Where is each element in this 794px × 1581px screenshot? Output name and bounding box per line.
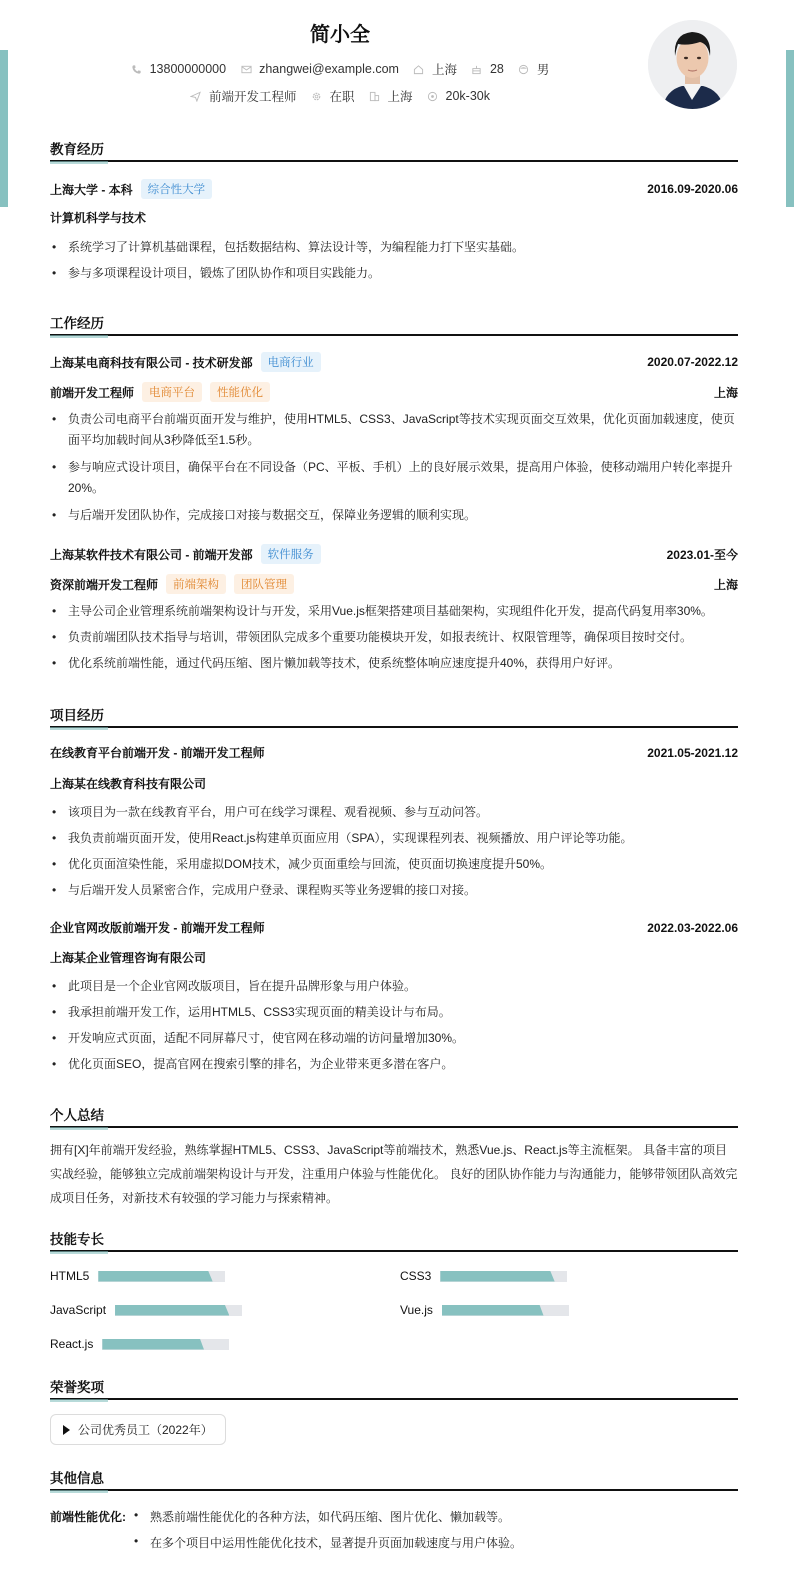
phone-info bbox=[131, 62, 226, 76]
candidate-name: 简小全 bbox=[310, 24, 370, 46]
skill-item-reactjs bbox=[50, 1337, 229, 1351]
job-title-text: 前端开发工程师 bbox=[208, 90, 297, 104]
work-entry-header bbox=[50, 544, 738, 564]
resume-header bbox=[0, 0, 794, 130]
project-bullet: • 我负责前端页面开发，使用React.js构建单页面应用（SPA），实现课程列表、视频播放、用户评论等功能。 bbox=[50, 828, 738, 849]
work-entry-header bbox=[50, 352, 738, 372]
skill-item-javascript bbox=[50, 1303, 242, 1317]
age-info bbox=[471, 62, 504, 76]
major: 计算机科学与技术 bbox=[50, 211, 147, 225]
section-divider bbox=[50, 1250, 738, 1252]
skill-progress-bar bbox=[102, 1339, 229, 1350]
work-bullet: • 主导公司企业管理系统前端架构设计与开发，采用Vue.js框架搭建项目基础架构，实现组件化开发，提高代码复用率30%。 bbox=[50, 601, 738, 622]
section-accent bbox=[50, 161, 108, 164]
gender-info bbox=[518, 60, 550, 78]
section-accent bbox=[50, 1399, 108, 1402]
email-info bbox=[240, 62, 399, 76]
education-bullet: • 参与多项课程设计项目，锻炼了团队协作和项目实践能力。 bbox=[50, 263, 738, 284]
work-date: 2023.01-至今 bbox=[666, 547, 738, 562]
target-city-info bbox=[369, 87, 413, 105]
job-title-info bbox=[190, 87, 297, 105]
section-divider bbox=[50, 1398, 738, 1400]
position-title: 资深前端开发工程师 bbox=[50, 577, 159, 592]
money-icon bbox=[427, 90, 439, 102]
skill-name: HTML5 bbox=[50, 1269, 90, 1283]
summary-section bbox=[50, 1104, 738, 1205]
skill-progress-bar bbox=[440, 1271, 567, 1282]
industry-tag: 软件服务 bbox=[261, 544, 321, 564]
section-divider bbox=[50, 726, 738, 728]
education-bullet: • 系统学习了计算机基础课程，包括数据结构、算法设计等，为编程能力打下坚实基础。 bbox=[50, 237, 738, 258]
project-company-row bbox=[50, 949, 738, 966]
avatar bbox=[648, 20, 737, 109]
skill-progress-bar bbox=[98, 1271, 225, 1282]
other-label: 前端性能优化: bbox=[50, 1510, 126, 1524]
salary-info bbox=[427, 89, 490, 103]
award-item[interactable] bbox=[50, 1414, 226, 1445]
section-divider bbox=[50, 1126, 738, 1128]
other-bullet: • 在多个项目中运用性能优化技术，显著提升页面加载速度与用户体验。 bbox=[132, 1534, 522, 1551]
skill-progress-bar bbox=[442, 1305, 569, 1316]
skill-item-vuejs bbox=[400, 1303, 569, 1317]
project-bullet: • 优化页面渲染性能，采用虚拟DOM技术，减少页面重绘与回流，使页面切换速度提升50%。 bbox=[50, 854, 738, 875]
target-city-text: 上海 bbox=[387, 90, 413, 104]
education-entry-header bbox=[50, 179, 738, 199]
section-accent bbox=[50, 1127, 108, 1130]
work-bullet: • 与后端开发团队协作，完成接口对接与数据交互，保障业务逻辑的顺利实现。 bbox=[50, 505, 738, 526]
skill-progress-bar bbox=[115, 1305, 242, 1316]
school-type-tag: 综合性大学 bbox=[141, 179, 213, 199]
skill-name: React.js bbox=[50, 1337, 94, 1351]
section-title: 荣誉奖项 bbox=[50, 1380, 104, 1395]
work-bullet: • 负责公司电商平台前端页面开发与维护，使用HTML5、CSS3、JavaScript等技术实现页面交互效果，优化页面加载速度，使页面平均加载时间从3秒降低至1.5秒。 bbox=[50, 409, 738, 451]
work-bullet: • 参与响应式设计项目，确保平台在不同设备（PC、平板、手机）上的良好展示效果，提高用户体验，使移动端用户转化率提升20%。 bbox=[50, 457, 738, 499]
work-city: 上海 bbox=[713, 577, 738, 592]
expand-triangle-icon bbox=[63, 1425, 70, 1435]
phone-icon bbox=[131, 63, 143, 75]
summary-text: 拥有[X]年前端开发经验，熟练掌握HTML5、CSS3、JavaScript等前端技术，熟悉Vue.js、React.js等主流框架。 具备丰富的项目实战经验，能够独立完成前端架构设计与开发，注重用户体验与性能优化。 良好的团队协作能力与沟通能力，能够带领团队高效完成项目任务，对新技术有较强的学习能力与探索精神。 bbox=[50, 1143, 738, 1205]
section-title: 教育经历 bbox=[50, 142, 104, 157]
home-icon bbox=[413, 63, 425, 75]
section-title: 项目经历 bbox=[50, 708, 104, 723]
skill-progress-fill bbox=[115, 1305, 229, 1316]
section-divider bbox=[50, 334, 738, 336]
company-name: 上海某电商科技有限公司 - 技术研发部 bbox=[50, 355, 253, 370]
project-company-row bbox=[50, 775, 738, 792]
email-text: zhangwei@example.com bbox=[259, 62, 399, 76]
project-bullet: • 开发响应式页面，适配不同屏幕尺寸，使官网在移动端的访问量增加30%。 bbox=[50, 1028, 738, 1049]
position-row bbox=[50, 382, 738, 402]
industry-tag: 电商行业 bbox=[261, 352, 321, 372]
skill-tag: 性能优化 bbox=[210, 382, 270, 402]
position-row bbox=[50, 574, 738, 594]
project-company: 上海某企业管理咨询有限公司 bbox=[50, 951, 207, 965]
project-entry-header bbox=[50, 919, 738, 936]
section-title: 其他信息 bbox=[50, 1471, 104, 1486]
section-divider bbox=[50, 160, 738, 162]
skill-name: JavaScript bbox=[50, 1303, 107, 1317]
other-bullet: • 熟悉前端性能优化的各种方法，如代码压缩、图片优化、懒加载等。 bbox=[132, 1508, 510, 1525]
age-text: 28 bbox=[489, 62, 504, 76]
project-bullet: • 该项目为一款在线教育平台，用户可在线学习课程、观看视频、参与互动问答。 bbox=[50, 802, 738, 823]
skill-item-html5 bbox=[50, 1269, 225, 1283]
contact-row-job bbox=[0, 87, 680, 105]
work-bullet: • 负责前端团队技术指导与培训，带领团队完成多个重要功能模块开发，如报表统计、权限管理等，确保项目按时交付。 bbox=[50, 627, 738, 648]
education-date: 2016.09-2020.06 bbox=[647, 182, 738, 196]
user-icon bbox=[518, 63, 530, 75]
status-text: 在职 bbox=[329, 90, 355, 104]
location-text: 上海 bbox=[431, 63, 457, 77]
skill-name: Vue.js bbox=[400, 1303, 433, 1317]
gender-text: 男 bbox=[536, 63, 550, 77]
contact-row-basic bbox=[0, 60, 680, 78]
status-info bbox=[311, 87, 355, 105]
skill-item-css3 bbox=[400, 1269, 567, 1283]
education-section bbox=[50, 138, 738, 280]
project-name: 企业官网改版前端开发 - 前端开发工程师 bbox=[50, 921, 265, 935]
project-bullet: • 与后端开发人员紧密合作，完成用户登录、课程购买等业务逻辑的接口对接。 bbox=[50, 880, 738, 901]
award-text: 公司优秀员工（2022年） bbox=[78, 1423, 213, 1437]
skill-tag: 前端架构 bbox=[166, 574, 226, 594]
project-company: 上海某在线教育科技有限公司 bbox=[50, 777, 207, 791]
gear-icon bbox=[311, 90, 323, 102]
section-title: 工作经历 bbox=[50, 316, 104, 331]
company-name: 上海某软件技术有限公司 - 前端开发部 bbox=[50, 547, 253, 562]
section-accent bbox=[50, 335, 108, 338]
skill-name: CSS3 bbox=[400, 1269, 432, 1283]
other-section bbox=[50, 1467, 738, 1550]
project-name: 在线教育平台前端开发 - 前端开发工程师 bbox=[50, 746, 265, 760]
skills-section bbox=[50, 1228, 738, 1351]
section-accent bbox=[50, 1251, 108, 1254]
location-info bbox=[413, 60, 457, 78]
work-section bbox=[50, 312, 738, 670]
project-entry-header bbox=[50, 744, 738, 761]
awards-section bbox=[50, 1376, 738, 1437]
salary-text: 20k-30k bbox=[445, 89, 491, 103]
skill-progress-fill bbox=[440, 1271, 554, 1282]
section-accent bbox=[50, 1490, 108, 1493]
cake-icon bbox=[471, 63, 483, 75]
school-name: 上海大学 - 本科 bbox=[50, 182, 133, 197]
project-bullet: • 我承担前端开发工作，运用HTML5、CSS3实现页面的精美设计与布局。 bbox=[50, 1002, 738, 1023]
skill-progress-fill bbox=[98, 1271, 212, 1282]
project-date: 2022.03-2022.06 bbox=[647, 920, 738, 935]
send-icon bbox=[190, 90, 202, 102]
work-date: 2020.07-2022.12 bbox=[647, 355, 738, 369]
skill-progress-fill bbox=[442, 1305, 544, 1316]
mail-icon bbox=[240, 63, 252, 75]
projects-section bbox=[50, 704, 738, 1071]
building-icon bbox=[369, 90, 381, 102]
project-bullet: • 优化页面SEO，提高官网在搜索引擎的排名，为企业带来更多潜在客户。 bbox=[50, 1054, 738, 1075]
section-title: 个人总结 bbox=[50, 1108, 104, 1123]
phone-text: 13800000000 bbox=[149, 62, 227, 76]
project-bullet: • 此项目是一个企业官网改版项目，旨在提升品牌形象与用户体验。 bbox=[50, 976, 738, 997]
work-bullet: • 优化系统前端性能，通过代码压缩、图片懒加载等技术，使系统整体响应速度提升40%，获得用户好评。 bbox=[50, 653, 738, 674]
major-row bbox=[50, 209, 738, 226]
skill-progress-fill bbox=[102, 1339, 204, 1350]
section-title: 技能专长 bbox=[50, 1232, 104, 1247]
skill-tag: 电商平台 bbox=[142, 382, 202, 402]
skill-tag: 团队管理 bbox=[234, 574, 294, 594]
project-date: 2021.05-2021.12 bbox=[647, 745, 738, 760]
section-accent bbox=[50, 727, 108, 730]
section-divider bbox=[50, 1489, 738, 1491]
work-city: 上海 bbox=[713, 385, 738, 400]
position-title: 前端开发工程师 bbox=[50, 385, 135, 400]
